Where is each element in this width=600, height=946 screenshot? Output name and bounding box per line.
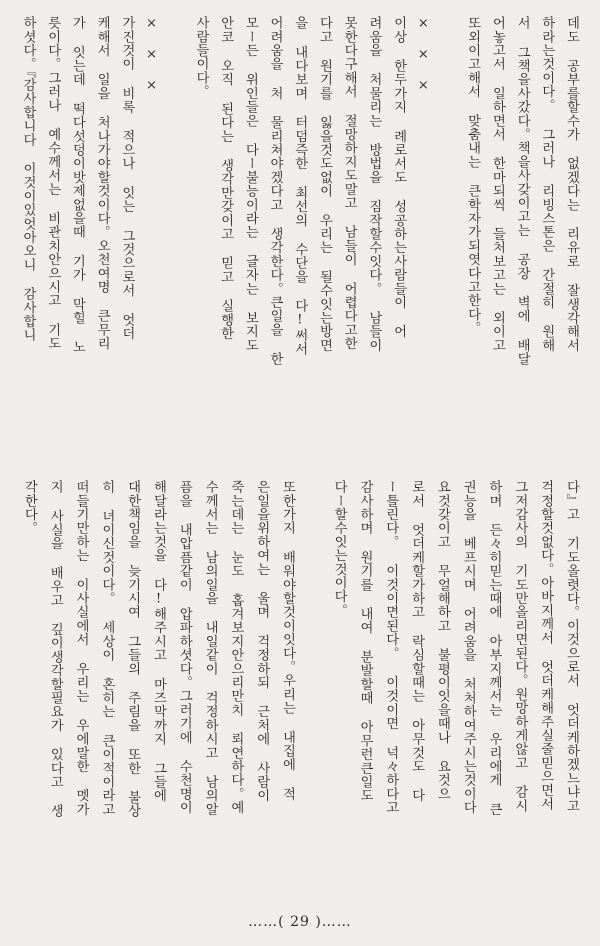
text-column: 요것갖이고 무얼해하고 불평이잇을때나 요것으 [434,480,450,801]
text-column: 데도 공부를할수가 없겠다는 리유로 잘생각해서 [564,16,579,352]
text-column: 어놓고서 일하면서 한마되씩 들처보고는 외이고 [489,16,505,352]
text-column: 감사하며 원기를 내여 분발할때 아무런큰일도 [357,480,373,803]
text-column: 히 녀이신것이다。 세상이 혼히는 큰이적이라고 [99,480,115,816]
text-column: × × × [144,16,160,94]
text-column: 걱정할것없다。아바지께서 엇더케해주실줄믿으면서 [538,480,554,811]
text-column: 떠들기만하는 이사실에서 우리는 우에말한 멧가 [73,480,89,816]
text-column: 다ー할수잇는것이다。 [331,480,347,617]
text-column: 대한책임을 늦기시여 그들의 주림을 또한 불상 [125,480,141,818]
text-column: 하셧다。『감사합니다 이것이있엇아오니 감사합니 [20,16,36,342]
text-column: 가 잇는데 떡다섯덩이밧제없을때 기가 막힐 노 [69,16,85,354]
text-column: 려움을 처물리는 방법을 짐작할수잇다。 남들이 [366,16,382,352]
text-column: 이상 한두가지 례로서도 성공하는사람들이 어 [391,16,407,339]
lower-text-block [16,480,584,905]
text-column: 사람들이다。 [193,16,209,99]
text-column: 다』고 기도올렷다。이것으로서 엇더케하겠느냐고 [564,480,579,813]
text-column: 또외이고해서 맞춤내는 큰학자가되엿다고한다。 [465,16,481,335]
text-column: 수께서는 남의일을 내일같이 걱정하시고 남의알 [202,480,218,816]
text-column: 권능을 베프시며 어려움을 처처하여주시는것이다 [460,480,476,815]
text-column: 또한가지 배워야할것이잇다。우리는 내집에 적 [280,480,296,801]
page-number: ……( 29 )…… [248,914,352,930]
text-column: 을 내다보며 터덤즉한 최선의 수단을 다!써서 [292,16,308,356]
text-column: 다고 원기를 잃을것도없이 우리는 될수잇는방면 [316,16,332,352]
text-column: 로서 엇더케할가하고 락심할때는 아무것도 다 [409,480,425,803]
text-column: 어려움을 처 물리쳐야겠다고 생각한다。큰일을 한 [267,16,283,366]
text-column: 모ー든 위인들은 다ー불능이라는 글자는 보지도 [242,16,258,352]
text-column [300,480,326,905]
text-column: 그저감사의 기도만올리면된다。원망하게않고 감시 [512,480,528,813]
text-column: 지 사실을 배우고 깊이생각할필요가 있다고 생 [47,480,63,818]
text-column: 하며 든々히믿는때에 아부지께서는 우리에게 큰 [486,480,502,816]
text-column: × × × [415,16,431,94]
text-column: 픔을 내압픔같이 압파하셧다。그러기에 수천명이 [176,480,192,815]
text-column: 죽는데는 눈도 홉겨보지안으리만치 뢰연하다。예 [228,480,244,815]
text-column: 각한다。 [21,480,37,535]
text-column [164,16,189,448]
text-column: 은일을위하여는 울며 걱정하되 근처에 사람이 [254,480,270,803]
text-column: ー틀린다。 이것이면된다。 이것이면 넉々하다고 [383,480,399,815]
text-column: 서 그책을사갔다。책을사갖이고는 공장 벽에 배달 [514,16,530,366]
text-column: 안코 오직 된다는 생각만갖이고 믿고 실행한 [218,16,234,341]
text-column: 가진것이 비록 적으나 잇는 그것으로서 엇더 [119,16,135,341]
text-column [436,16,461,448]
upper-text-block [16,16,584,448]
text-column: 해달라는것을 다!해주시고 마즈막까지 그들에 [151,480,166,803]
text-column: 하라는것이다。 그러나 리빙스톤은 간절히 원해 [539,16,555,352]
text-column: 릇이다。그러나 예수께서는 비관치안으시고 기도 [45,16,61,351]
text-column: 못한다구해서 절망하지도말고 남들이 어렵다고한 [341,16,357,351]
text-column: 케해서 일을 처나가야할것이다。오천여명 큰무리 [94,16,110,351]
